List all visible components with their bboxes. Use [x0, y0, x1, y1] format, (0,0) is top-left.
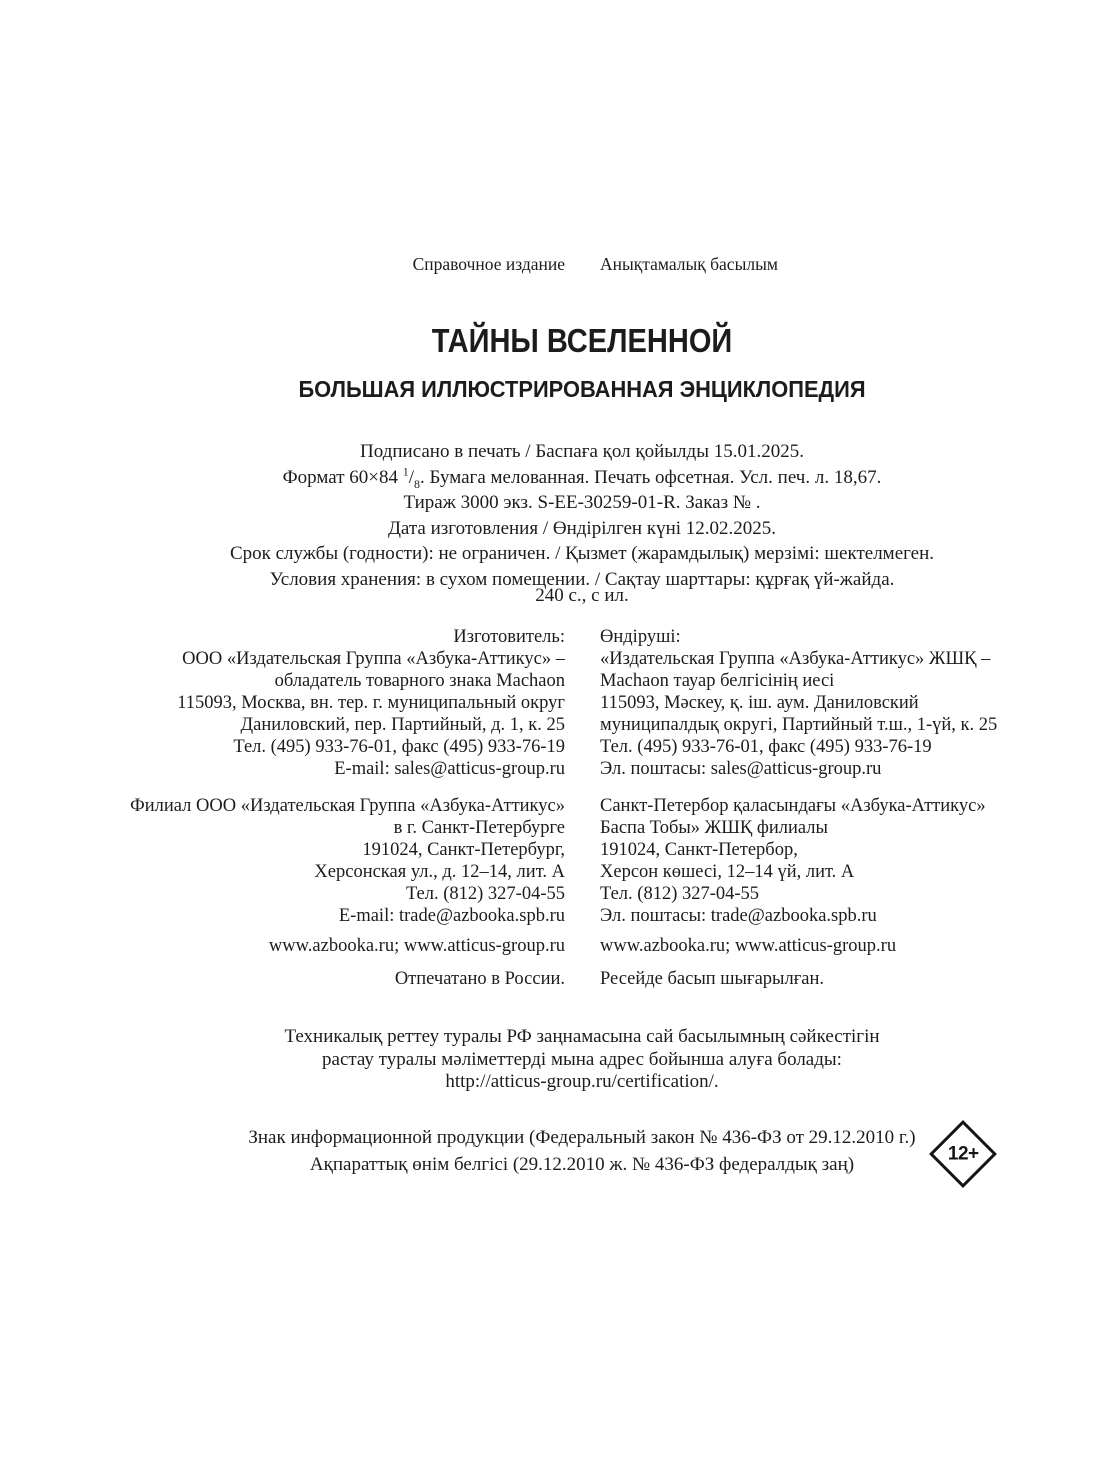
age-rating-block: [112, 1124, 1052, 1178]
manufacturer-ru-line: Тел. (495) 933-76-01, факс (495) 933-76-19: [233, 737, 565, 757]
edition-type-ru: Справочное издание: [412, 254, 565, 274]
printed-in-ru: Отпечатано в России.: [394, 969, 565, 989]
branch-kz-line: 191024, Санкт-Петербор,: [600, 840, 798, 860]
manufacturer-block: [112, 626, 1052, 780]
print-info-format: [112, 465, 1052, 491]
manufacturer-ru-line: обладатель товарного знака Machaon: [274, 671, 565, 691]
branch-kz: [600, 795, 1052, 927]
print-info-storage: Условия хранения: в сухом помещении. / Сақтау шарттары: құрғақ үй-жайда.: [269, 568, 895, 590]
branch-ru: [112, 795, 565, 927]
manufacturer-ru-line: ООО «Издательская Группа «Азбука-Аттикус» –: [182, 649, 565, 669]
print-info-block: [112, 439, 1052, 592]
manufacturer-ru-line: Даниловский, пер. Партийный, д. 1, к. 25: [240, 715, 565, 735]
manufacturer-ru: [112, 626, 565, 780]
branch-ru-line: 191024, Санкт-Петербург,: [362, 840, 565, 860]
age-badge: [930, 1121, 996, 1187]
column-gap: [565, 626, 600, 780]
manufacturer-ru-line: 115093, Москва, вн. тер. г. муниципальный округ: [177, 693, 565, 713]
certification-line: растау туралы мәліметтерді мына адрес бойынша алуға болады:: [322, 1048, 842, 1070]
format-numerator: 1: [402, 464, 409, 479]
format-denominator: 8: [414, 476, 421, 491]
branch-ru-line: Херсонская ул., д. 12–14, лит. А: [314, 862, 565, 882]
branch-ru-line: в г. Санкт-Петербурге: [393, 818, 565, 838]
manufacturer-ru-line: Изготовитель:: [453, 627, 565, 647]
branch-kz-line: Баспа Тобы» ЖШҚ филиалы: [600, 818, 828, 838]
certification-url: http://atticus-group.ru/certification/.: [445, 1071, 719, 1092]
manufacturer-kz: [600, 626, 1052, 780]
format-suffix: . Бумага мелованная. Печать офсетная. Усл. печ. л. 18,67.: [420, 466, 882, 488]
column-gap: [565, 795, 600, 927]
edition-type-row: [112, 254, 1052, 275]
print-info-service-life: Срок службы (годности): не ограничен. / Қызмет (жарамдылық) мерзімі: шектелмеген.: [229, 543, 935, 564]
manufacturer-kz-line: Machaon тауар белгісінің иесі: [600, 671, 835, 691]
certification-line: Техникалық реттеу туралы РФ заңнамасына сай басылымның сәйкестігін: [284, 1026, 880, 1047]
branch-ru-line: Тел. (812) 327-04-55: [405, 884, 565, 904]
age-rating-kz: Ақпараттық өнім белгісі (29.12.2010 ж. № 436-ФЗ федералдық заң): [309, 1154, 855, 1175]
column-gap: [565, 254, 600, 275]
branch-kz-line: Тел. (812) 327-04-55: [600, 884, 760, 904]
format-prefix: Формат 60×84: [282, 466, 403, 488]
age-badge-diamond: [929, 1120, 997, 1188]
manufacturer-kz-line: муниципалдық округі, Партийный т.ш., 1-үй, к. 25: [600, 715, 998, 735]
branch-ru-email: E-mail: trade@azbooka.spb.ru: [338, 906, 565, 926]
websites-row: [112, 936, 1052, 957]
pages-count-line: 240 с., с ил.: [535, 585, 629, 606]
print-info-signed: Подписано в печать / Баспаға қол қойылды 15.01.2025.: [360, 441, 804, 462]
column-gap: [565, 936, 600, 957]
certification-block: [112, 1026, 1052, 1094]
websites-ru: www.azbooka.ru; www.atticus-group.ru: [268, 936, 565, 956]
print-info-date: Дата изготовления / Өндірілген күні 12.02.2025.: [387, 517, 777, 539]
branch-block: [112, 795, 1052, 927]
branch-kz-line: Херсон көшесі, 12–14 үй, лит. А: [600, 862, 855, 882]
subtitle-block: [112, 376, 1052, 403]
format-slash: /: [408, 466, 415, 488]
manufacturer-ru-email: E-mail: sales@atticus-group.ru: [334, 759, 565, 779]
page-subtitle: БОЛЬШАЯ ИЛЛЮСТРИРОВАННАЯ ЭНЦИКЛОПЕДИЯ: [298, 376, 866, 402]
manufacturer-kz-line: Тел. (495) 933-76-01, факс (495) 933-76-19: [600, 737, 932, 757]
websites-kz: www.azbooka.ru; www.atticus-group.ru: [600, 936, 897, 956]
column-gap: [565, 969, 600, 990]
branch-kz-line: Санкт-Петербор қаласындағы «Азбука-Аттикус»: [600, 796, 986, 816]
branch-ru-line: Филиал ООО «Издательская Группа «Азбука-Аттикус»: [130, 796, 565, 816]
page-title: ТАЙНЫ ВСЕЛЕННОЙ: [431, 322, 733, 359]
print-info-circulation: Тираж 3000 экз. S-EE-30259-01-R. Заказ № .: [403, 492, 761, 513]
title-block: [112, 322, 1052, 360]
manufacturer-kz-email: Эл. поштасы: sales@atticus-group.ru: [600, 759, 882, 779]
branch-kz-email: Эл. поштасы: trade@azbooka.spb.ru: [600, 906, 877, 926]
manufacturer-kz-line: 115093, Мәскеу, қ. іш. аум. Даниловский: [600, 693, 919, 713]
age-badge-label: 12+: [947, 1142, 979, 1164]
manufacturer-kz-line: Өндіруші:: [600, 627, 681, 647]
printed-in-kz: Ресейде басып шығарылған.: [600, 969, 825, 989]
manufacturer-kz-line: «Издательская Группа «Азбука-Аттикус» ЖШҚ –: [600, 649, 991, 669]
printed-in-row: [112, 969, 1052, 990]
age-rating-ru: Знак информационной продукции (Федеральный закон № 436-ФЗ от 29.12.2010 г.): [248, 1127, 916, 1148]
edition-type-kz: Анықтамалық басылым: [600, 254, 778, 274]
